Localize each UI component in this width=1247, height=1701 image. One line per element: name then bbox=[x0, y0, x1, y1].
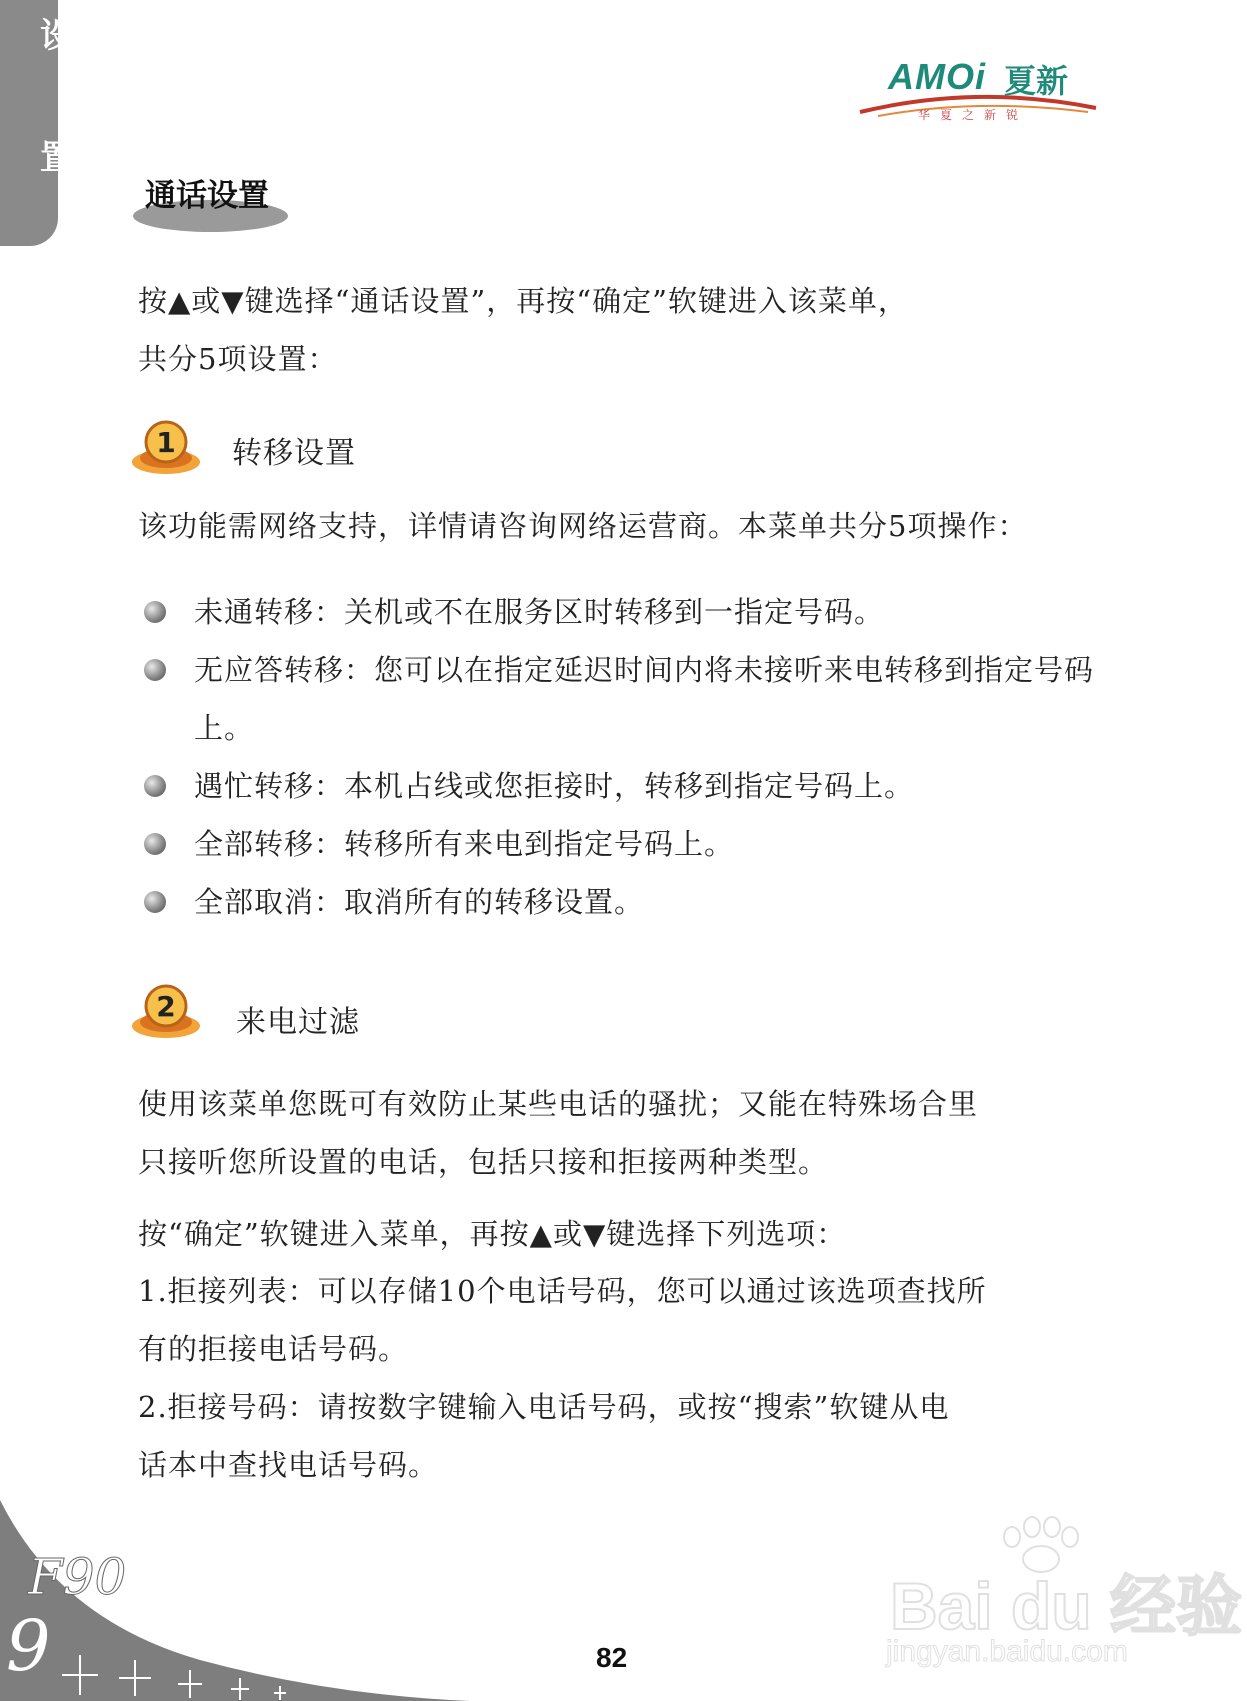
watermark-main: Bai du 经验 bbox=[890, 1569, 1243, 1643]
section-1-desc: 该功能需网络支持，详情请咨询网络运营商。本菜单共分5项操作： bbox=[138, 509, 1028, 543]
list-item: 全部取消：取消所有的转移设置。 bbox=[140, 873, 1154, 931]
side-tab-char-2: 置 bbox=[40, 138, 74, 178]
option-2-line-1: 2.拒接号码：请按数字键输入电话号码，或按“搜索”软键从电 bbox=[138, 1390, 950, 1424]
badge-1-number: 1 bbox=[156, 426, 176, 459]
side-tab bbox=[0, 0, 74, 246]
intro-line-2: 共分5项设置： bbox=[138, 342, 338, 376]
section-heading bbox=[133, 170, 293, 234]
list-item: 无应答转移：您可以在指定延迟时间内将未接听来电转移到指定号码上。 bbox=[140, 641, 1124, 757]
svg-text:9: 9 bbox=[6, 1605, 51, 1687]
logo-brand: AMOi bbox=[888, 56, 986, 97]
heading-text: 通话设置 bbox=[145, 178, 269, 214]
number-badge-1-icon bbox=[130, 418, 202, 478]
badge-2-number: 2 bbox=[156, 990, 176, 1023]
bullet-dot-icon bbox=[144, 775, 166, 797]
section-1-title: 转移设置 bbox=[232, 436, 356, 471]
section-2-title: 来电过滤 bbox=[236, 1005, 360, 1040]
forward-options-list bbox=[140, 583, 1154, 931]
option-1-line-1: 1.拒接列表：可以存储10个电话号码，您可以通过该选项查找所 bbox=[138, 1274, 987, 1308]
amoi-logo bbox=[858, 50, 1098, 130]
option-2-line-2: 话本中查找电话号码。 bbox=[138, 1448, 439, 1482]
bullet-dot-icon bbox=[144, 601, 166, 623]
option-1-line-2: 有的拒接电话号码。 bbox=[138, 1332, 409, 1366]
watermark-url: jingyan.baidu.com bbox=[886, 1635, 1128, 1668]
list-item: 遇忙转移：本机占线或您拒接时，转移到指定号码上。 bbox=[140, 757, 1154, 815]
number-badge-2-icon bbox=[130, 982, 202, 1042]
bullet-dot-icon bbox=[144, 659, 166, 681]
intro-line-1: 按▲或▼键选择“通话设置”，再按“确定”软键进入该菜单， bbox=[138, 284, 908, 318]
section-2-desc-line-1: 使用该菜单您既可有效防止某些电话的骚扰；又能在特殊场合里 bbox=[138, 1087, 979, 1121]
logo-brand-cn: 夏新 bbox=[1004, 62, 1069, 100]
logo-tagline: 华夏之新锐 bbox=[918, 108, 1029, 122]
list-item: 全部转移：转移所有来电到指定号码上。 bbox=[140, 815, 1154, 873]
side-tab-char-1: 设 bbox=[40, 16, 74, 56]
page-number: 82 bbox=[596, 1642, 628, 1673]
bullet-dot-icon bbox=[144, 891, 166, 913]
list-item: 未通转移：关机或不在服务区时转移到一指定号码。 bbox=[140, 583, 1154, 641]
section-2-desc-line-2: 只接听您所设置的电话，包括只接和拒接两种类型。 bbox=[138, 1145, 829, 1179]
model-name: F90 bbox=[28, 1548, 127, 1606]
section-2-instruction: 按“确定”软键进入菜单，再按▲或▼键选择下列选项： bbox=[138, 1217, 847, 1251]
bullet-dot-icon bbox=[144, 833, 166, 855]
